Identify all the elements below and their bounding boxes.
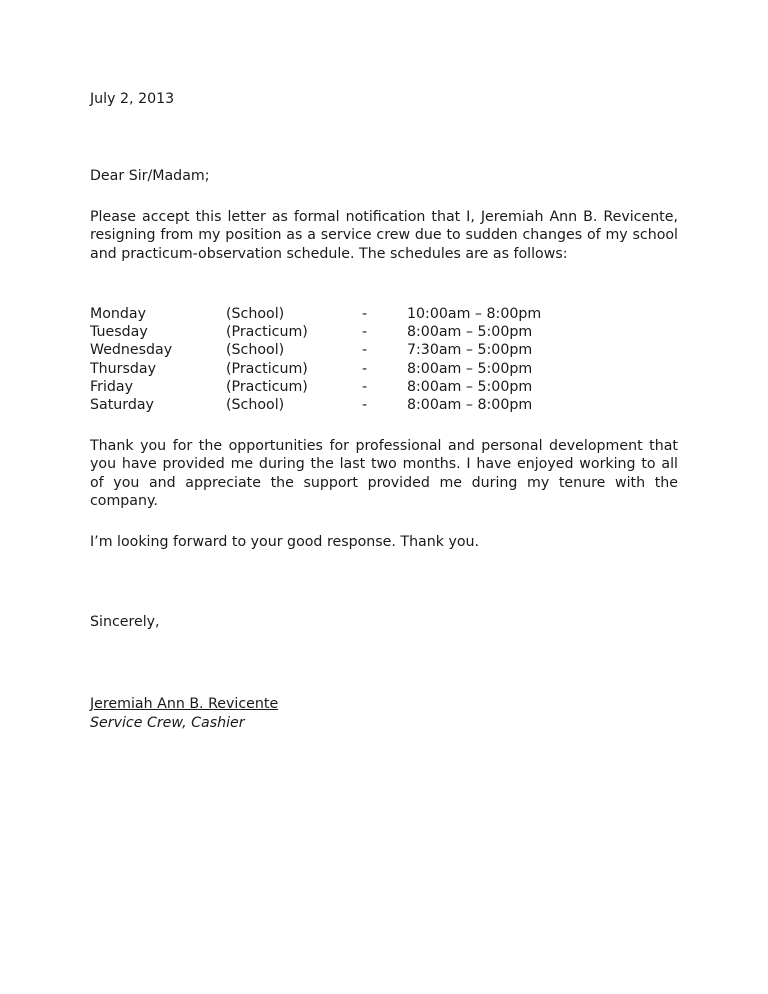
schedule-row xyxy=(90,323,610,341)
complimentary-close: Sincerely, xyxy=(90,614,160,630)
schedule-dash: - xyxy=(362,342,368,359)
schedule-dash: - xyxy=(362,396,368,413)
schedule-day: Wednesday xyxy=(90,342,173,359)
schedule-dash: - xyxy=(362,306,368,322)
letter-date: July 2, 2013 xyxy=(90,91,175,107)
schedule-time: 7:30am – 5:00pm xyxy=(407,342,533,359)
schedule-day: Thursday xyxy=(90,360,156,377)
body-paragraph-thanks: Thank you for the opportunities for professional and personal development that you have provided me during the last two months. I have enjoyed working to all of you and appreciate the support provided me during my tenure with the company. xyxy=(90,438,678,510)
schedule-time: 8:00am – 5:00pm xyxy=(407,324,533,341)
schedule-type: (Practicum) xyxy=(226,378,308,395)
schedule-day: Friday xyxy=(90,378,133,395)
schedule-day: Tuesday xyxy=(90,324,148,341)
schedule-row xyxy=(90,360,610,378)
schedule-day: Saturday xyxy=(90,396,154,413)
schedule-day: Monday xyxy=(90,306,147,322)
schedule-time: 10:00am – 8:00pm xyxy=(407,306,542,322)
schedule-type: (School) xyxy=(226,396,285,413)
signer-title: Service Crew, Cashier xyxy=(90,715,245,731)
body-paragraph-closing: I’m looking forward to your good response. Thank you. xyxy=(90,534,480,550)
schedule-time: 8:00am – 5:00pm xyxy=(407,360,533,377)
schedule-row xyxy=(90,378,610,396)
schedule-row xyxy=(90,305,610,323)
schedule-type: (School) xyxy=(226,306,285,322)
schedule-type: (Practicum) xyxy=(226,324,308,341)
schedule-type: (School) xyxy=(226,342,285,359)
schedule-row xyxy=(90,341,610,359)
schedule-dash: - xyxy=(362,360,368,377)
schedule-time: 8:00am – 8:00pm xyxy=(407,396,533,413)
schedule-dash: - xyxy=(362,324,368,341)
signer-name: Jeremiah Ann B. Revicente xyxy=(90,696,279,712)
schedule-type: (Practicum) xyxy=(226,360,308,377)
salutation: Dear Sir/Madam; xyxy=(90,168,210,184)
schedule-table xyxy=(90,305,610,414)
body-paragraph-intro: Please accept this letter as formal notification that I, Jeremiah Ann B. Revicente, resigning from my position as a service crew due to sudden changes of my school and practicum-observation schedule. The schedules are as follows: xyxy=(90,209,678,262)
schedule-row xyxy=(90,396,610,414)
schedule-time: 8:00am – 5:00pm xyxy=(407,378,533,395)
schedule-dash: - xyxy=(362,378,368,395)
